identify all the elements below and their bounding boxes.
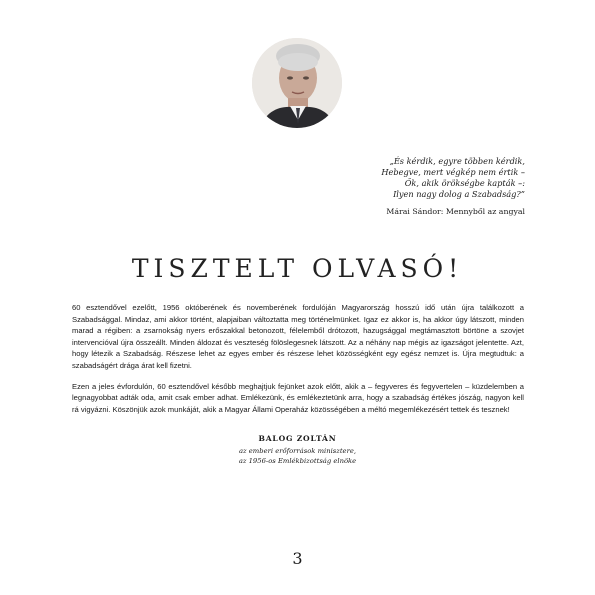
epigraph-line: Hebegve, mert végkép nem értik – (381, 167, 525, 177)
epigraph (265, 156, 525, 217)
signature-role: az emberi erőforrások minisztere, (238, 447, 357, 455)
portrait-photo (252, 38, 342, 128)
page-title: TISZTELT OLVASÓ! (131, 254, 464, 283)
body-paragraph: 60 esztendővel ezelőtt, 1956 októberének és novemberének fordulóján Magyarország hosszú idő után újra találkozott a Szabadsággal. Mindaz, ami akkor történt, alapjaiban változtatta meg történelmünket. Igaz ez akkor is, ha akkor úgy látszott, minden marad a régiben: a zsarnokság nyers erőszakkal betonozott, félelemből drótozott, hazugsággal megtámasztott börtöne a szovjet intervencióval újra összeállt. Minden áldozat és veszteség fölöslegesnek látszott. Az a néhány nap mégis az igazságot jelentette. Azt, hogy létezik a Szabadság. Részese lehet az egyes ember és részese lehet közösségként egy egész nemzet is. Újra megtudtuk: a szabadságért drága árat kell fizetni. (72, 303, 524, 370)
epigraph-line: Ilyen nagy dolog a Szabadság?” (393, 189, 525, 199)
page-number: 3 (292, 549, 303, 568)
signature-role: az 1956-os Emlékbizottság elnöke (238, 457, 357, 465)
letter-body (72, 302, 524, 415)
epigraph-source: Márai Sándor: Mennyből az angyal (386, 207, 525, 216)
epigraph-line: „És kérdik, egyre többen kérdik, (389, 156, 525, 166)
epigraph-line: Ők, akik örökségbe kapták –: (404, 178, 525, 188)
signature-block (0, 434, 595, 466)
signature-name: BALOG ZOLTÁN (258, 434, 337, 443)
body-paragraph: Ezen a jeles évfordulón, 60 esztendővel később meghajtjuk fejünket azok előtt, akik a – fegyveres és fegyvertelen – küzdelemben a legnagyobbat adták oda, amit csak ember adhat. Emlékezünk, és emlékeztetünk arra, hogy a szabadság értékes jószág, nagyon kell rá vigyázni. Köszönjük azok munkáját, akik a Magyar Állami Operaház közösségében a méltó megemlékezésért tettek és tesznek! (72, 381, 524, 414)
portrait-illustration (252, 38, 342, 128)
